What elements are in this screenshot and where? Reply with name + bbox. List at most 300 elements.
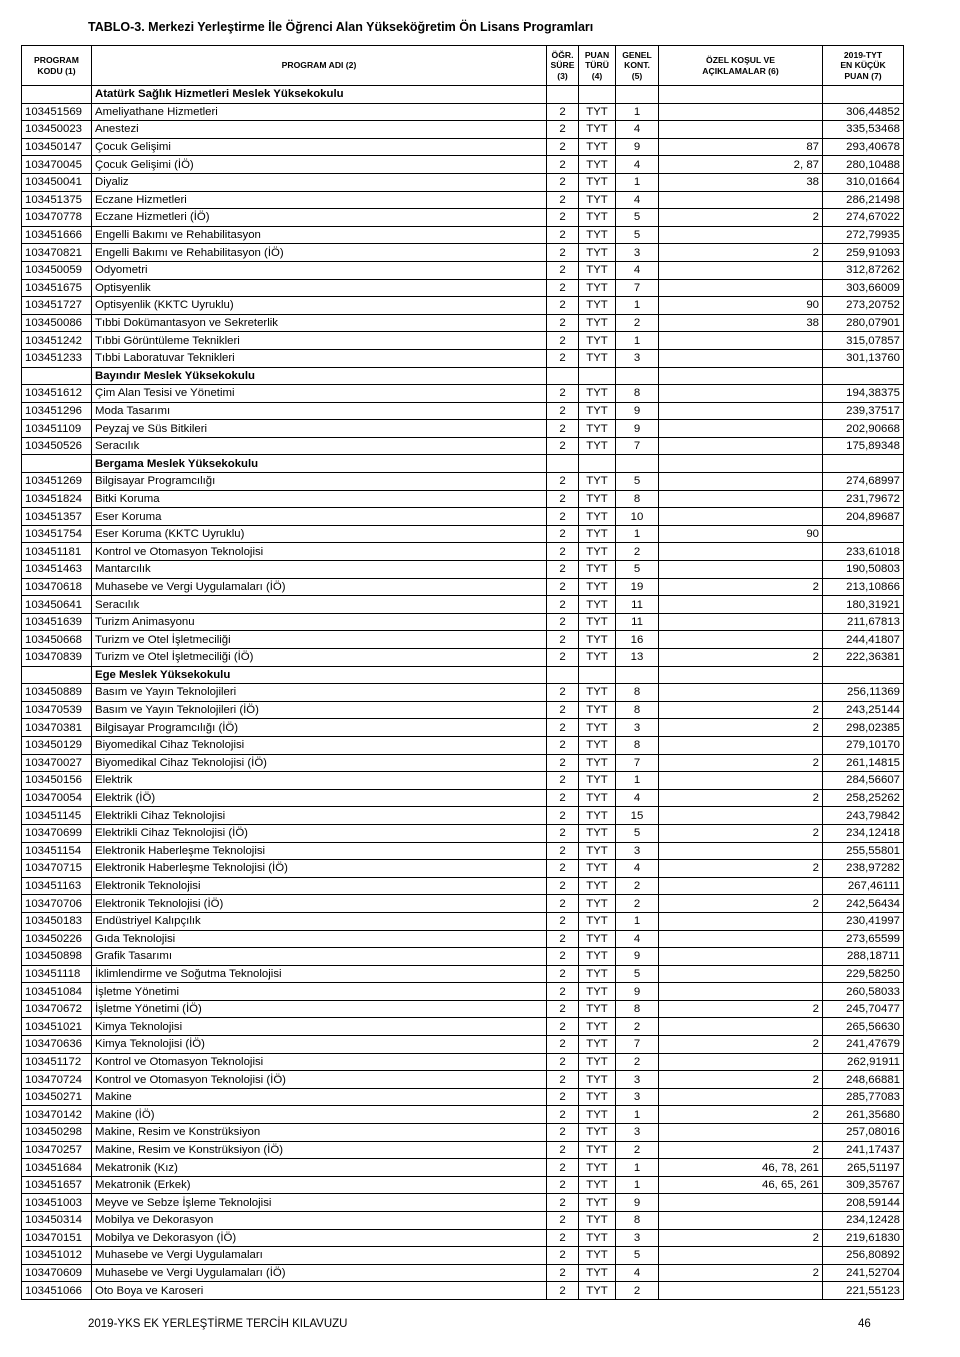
notes [659,226,823,244]
program-code: 103451109 [22,420,92,438]
score-type: TYT [579,1141,616,1159]
duration: 2 [547,156,579,174]
quota: 5 [616,561,659,579]
program-name: Moda Tasarımı [92,402,547,420]
score-type: TYT [579,789,616,807]
header-notes: ÖZEL KOŞUL VE AÇIKLAMALAR (6) [659,46,823,86]
program-name: Turizm ve Otel İşletmeciliği [92,631,547,649]
program-code: 103450314 [22,1212,92,1230]
quota: 4 [616,156,659,174]
notes [659,420,823,438]
min-score: 231,79672 [823,490,904,508]
notes [659,121,823,139]
program-name: Tıbbi Dokümantasyon ve Sekreterlik [92,314,547,332]
quota: 4 [616,261,659,279]
score-type: TYT [579,490,616,508]
score-type: TYT [579,895,616,913]
program-code: 103450023 [22,121,92,139]
duration: 2 [547,1194,579,1212]
min-score: 257,08016 [823,1124,904,1142]
program-name: Optisyenlik [92,279,547,297]
program-name: Biyomedikal Cihaz Teknolojisi [92,736,547,754]
score-type: TYT [579,965,616,983]
notes [659,842,823,860]
duration: 2 [547,473,579,491]
program-name: Elektronik Haberleşme Teknolojisi (İÖ) [92,860,547,878]
table-row [22,226,904,244]
score-type: TYT [579,508,616,526]
duration: 2 [547,385,579,403]
notes: 2 [659,1071,823,1089]
group-header-row [22,367,904,385]
program-name: İşletme Yönetimi [92,983,547,1001]
min-score: 312,87262 [823,261,904,279]
duration: 2 [547,965,579,983]
table-row [22,121,904,139]
table-row [22,473,904,491]
program-code: 103451154 [22,842,92,860]
notes: 90 [659,297,823,315]
group-empty-cell [579,86,616,104]
quota: 2 [616,895,659,913]
score-type: TYT [579,226,616,244]
score-type: TYT [579,1282,616,1300]
table-row [22,1071,904,1089]
group-empty-cell [547,666,579,684]
program-name: Bitki Koruma [92,490,547,508]
program-code: 103451172 [22,1053,92,1071]
program-code: 103470609 [22,1264,92,1282]
footer-guide-title: 2019-YKS EK YERLEŞTİRME TERCİH KILAVUZU [88,1318,348,1330]
table-row [22,807,904,825]
notes [659,613,823,631]
quota: 9 [616,983,659,1001]
header-code: PROGRAM KODU (1) [22,46,92,86]
program-name: Bilgisayar Programcılığı [92,473,547,491]
program-name: Anestezi [92,121,547,139]
program-code: 103451012 [22,1247,92,1265]
header-min-score: 2019-TYT EN KÜÇÜK PUAN (7) [823,46,904,86]
quota: 7 [616,279,659,297]
program-code: 103451233 [22,349,92,367]
min-score: 265,51197 [823,1159,904,1177]
score-type: TYT [579,1088,616,1106]
quota: 5 [616,824,659,842]
program-code: 103450889 [22,684,92,702]
table-row [22,490,904,508]
quota: 8 [616,701,659,719]
table-row [22,948,904,966]
quota: 3 [616,719,659,737]
notes [659,437,823,455]
program-name: Mekatronik (Kız) [92,1159,547,1177]
notes [659,191,823,209]
score-type: TYT [579,736,616,754]
min-score: 256,11369 [823,684,904,702]
duration: 2 [547,525,579,543]
notes [659,1212,823,1230]
program-code: 103451269 [22,473,92,491]
program-name: Makine, Resim ve Konstrüksiyon [92,1124,547,1142]
duration: 2 [547,1176,579,1194]
program-code: 103450668 [22,631,92,649]
score-type: TYT [579,138,616,156]
min-score: 221,55123 [823,1282,904,1300]
duration: 2 [547,1000,579,1018]
min-score: 272,79935 [823,226,904,244]
duration: 2 [547,684,579,702]
quota: 4 [616,1264,659,1282]
notes [659,1282,823,1300]
table-row [22,261,904,279]
notes [659,490,823,508]
notes: 2 [659,649,823,667]
score-type: TYT [579,877,616,895]
group-empty-cell [823,86,904,104]
notes [659,983,823,1001]
group-name: Bergama Meslek Yüksekokulu [92,455,547,473]
table-row [22,314,904,332]
score-type: TYT [579,631,616,649]
notes [659,543,823,561]
program-code: 103450298 [22,1124,92,1142]
quota: 3 [616,1124,659,1142]
program-code: 103470539 [22,701,92,719]
group-empty-cell [616,666,659,684]
min-score: 279,10170 [823,736,904,754]
quota: 3 [616,1229,659,1247]
program-code: 103451181 [22,543,92,561]
program-name: Elektronik Teknolojisi (İÖ) [92,895,547,913]
notes [659,684,823,702]
program-name: Odyometri [92,261,547,279]
group-header-row [22,666,904,684]
notes [659,279,823,297]
page-title: TABLO-3. Merkezi Yerleştirme İle Öğrenci Alan Yükseköğretim Ön Lisans Programları [88,20,594,34]
program-code: 103451003 [22,1194,92,1212]
program-name: Turizm ve Otel İşletmeciliği (İÖ) [92,649,547,667]
table-row [22,719,904,737]
table-row [22,156,904,174]
program-code: 103450183 [22,912,92,930]
notes: 90 [659,525,823,543]
score-type: TYT [579,191,616,209]
program-name: Eser Koruma (KKTC Uyruklu) [92,525,547,543]
score-type: TYT [579,912,616,930]
duration: 2 [547,824,579,842]
score-type: TYT [579,437,616,455]
table-row [22,912,904,930]
program-code: 103451657 [22,1176,92,1194]
min-score: 309,35767 [823,1176,904,1194]
score-type: TYT [579,525,616,543]
min-score: 306,44852 [823,103,904,121]
score-type: TYT [579,1106,616,1124]
notes: 2 [659,578,823,596]
score-type: TYT [579,1212,616,1230]
table-row [22,437,904,455]
quota: 1 [616,525,659,543]
quota: 3 [616,244,659,262]
score-type: TYT [579,209,616,227]
duration: 2 [547,437,579,455]
quota: 8 [616,684,659,702]
duration: 2 [547,736,579,754]
group-empty-cell [547,86,579,104]
program-code: 103450086 [22,314,92,332]
group-header-row [22,86,904,104]
table-row [22,525,904,543]
min-score: 222,36381 [823,649,904,667]
notes [659,508,823,526]
notes [659,402,823,420]
program-name: Elektrikli Cihaz Teknolojisi (İÖ) [92,824,547,842]
table-row [22,543,904,561]
program-code: 103451357 [22,508,92,526]
duration: 2 [547,912,579,930]
program-name: Elektrik [92,772,547,790]
duration: 2 [547,1229,579,1247]
quota: 2 [616,1141,659,1159]
duration: 2 [547,578,579,596]
duration: 2 [547,420,579,438]
program-code: 103451242 [22,332,92,350]
program-code: 103470151 [22,1229,92,1247]
score-type: TYT [579,1071,616,1089]
score-type: TYT [579,543,616,561]
duration: 2 [547,1212,579,1230]
table-row [22,508,904,526]
program-name: Tıbbi Görüntüleme Teknikleri [92,332,547,350]
program-code: 103450059 [22,261,92,279]
min-score: 202,90668 [823,420,904,438]
notes [659,877,823,895]
duration: 2 [547,719,579,737]
quota: 16 [616,631,659,649]
score-type: TYT [579,561,616,579]
program-code: 103451569 [22,103,92,121]
quota: 4 [616,789,659,807]
duration: 2 [547,930,579,948]
score-type: TYT [579,297,616,315]
duration: 2 [547,261,579,279]
header-quota: GENEL KONT. (5) [616,46,659,86]
duration: 2 [547,807,579,825]
score-type: TYT [579,385,616,403]
min-score: 241,52704 [823,1264,904,1282]
score-type: TYT [579,701,616,719]
table-row [22,279,904,297]
min-score: 242,56434 [823,895,904,913]
program-name: Çocuk Gelişimi (İÖ) [92,156,547,174]
quota: 9 [616,1194,659,1212]
min-score: 267,46111 [823,877,904,895]
score-type: TYT [579,948,616,966]
table-row [22,244,904,262]
table-row [22,895,904,913]
group-code-cell [22,367,92,385]
header-name: PROGRAM ADI (2) [92,46,547,86]
quota: 4 [616,121,659,139]
min-score: 241,17437 [823,1141,904,1159]
score-type: TYT [579,103,616,121]
notes: 2 [659,789,823,807]
duration: 2 [547,1053,579,1071]
quota: 1 [616,1176,659,1194]
table-row [22,1018,904,1036]
min-score: 315,07857 [823,332,904,350]
table-row [22,772,904,790]
quota: 2 [616,314,659,332]
min-score: 274,68997 [823,473,904,491]
score-type: TYT [579,332,616,350]
min-score: 280,07901 [823,314,904,332]
group-name: Bayındır Meslek Yüksekokulu [92,367,547,385]
notes [659,473,823,491]
group-empty-cell [547,367,579,385]
quota: 1 [616,297,659,315]
notes [659,261,823,279]
score-type: TYT [579,930,616,948]
program-name: Ameliyathane Hizmetleri [92,103,547,121]
group-empty-cell [579,666,616,684]
program-name: Çim Alan Tesisi ve Yönetimi [92,385,547,403]
group-name: Ege Meslek Yüksekokulu [92,666,547,684]
quota: 2 [616,543,659,561]
notes [659,807,823,825]
duration: 2 [547,191,579,209]
program-name: Biyomedikal Cihaz Teknolojisi (İÖ) [92,754,547,772]
duration: 2 [547,789,579,807]
notes [659,103,823,121]
group-header-row [22,455,904,473]
program-code: 103470142 [22,1106,92,1124]
notes: 2 [659,824,823,842]
min-score: 175,89348 [823,437,904,455]
score-type: TYT [579,156,616,174]
min-score: 258,25262 [823,789,904,807]
duration: 2 [547,596,579,614]
min-score: 262,91911 [823,1053,904,1071]
quota: 10 [616,508,659,526]
table-row [22,824,904,842]
table-row [22,1036,904,1054]
table-row [22,649,904,667]
score-type: TYT [579,1176,616,1194]
min-score: 273,20752 [823,297,904,315]
duration: 2 [547,314,579,332]
quota: 3 [616,842,659,860]
min-score: 243,79842 [823,807,904,825]
program-code: 103470618 [22,578,92,596]
program-name: Kontrol ve Otomasyon Teknolojisi [92,1053,547,1071]
program-name: Eser Koruma [92,508,547,526]
score-type: TYT [579,1264,616,1282]
table-row [22,754,904,772]
program-name: Muhasebe ve Vergi Uygulamaları (İÖ) [92,578,547,596]
program-code: 103451163 [22,877,92,895]
program-name: Engelli Bakımı ve Rehabilitasyon [92,226,547,244]
program-name: Basım ve Yayın Teknolojileri [92,684,547,702]
notes [659,772,823,790]
program-code: 103451684 [22,1159,92,1177]
quota: 9 [616,402,659,420]
duration: 2 [547,1264,579,1282]
table-row [22,1176,904,1194]
quota: 2 [616,1282,659,1300]
program-name: Muhasebe ve Vergi Uygulamaları (İÖ) [92,1264,547,1282]
score-type: TYT [579,772,616,790]
table-body [22,86,904,1300]
min-score: 301,13760 [823,349,904,367]
min-score: 219,61830 [823,1229,904,1247]
duration: 2 [547,1282,579,1300]
table-row [22,578,904,596]
duration: 2 [547,772,579,790]
table-row [22,1159,904,1177]
quota: 3 [616,1088,659,1106]
quota: 11 [616,613,659,631]
program-name: Endüstriyel Kalıpçılık [92,912,547,930]
program-code: 103470699 [22,824,92,842]
notes: 38 [659,173,823,191]
notes: 46, 78, 261 [659,1159,823,1177]
table-row [22,402,904,420]
group-empty-cell [823,455,904,473]
duration: 2 [547,279,579,297]
notes [659,1053,823,1071]
program-name: Bilgisayar Programcılığı (İÖ) [92,719,547,737]
duration: 2 [547,842,579,860]
score-type: TYT [579,473,616,491]
min-score: 310,01664 [823,173,904,191]
score-type: TYT [579,754,616,772]
program-name: Mantarcılık [92,561,547,579]
program-code: 103450898 [22,948,92,966]
quota: 13 [616,649,659,667]
group-empty-cell [659,455,823,473]
program-name: Kimya Teknolojisi [92,1018,547,1036]
notes: 2 [659,1229,823,1247]
program-name: Muhasebe ve Vergi Uygulamaları [92,1247,547,1265]
min-score: 208,59144 [823,1194,904,1212]
table-row [22,1282,904,1300]
quota: 1 [616,772,659,790]
duration: 2 [547,508,579,526]
program-code: 103470706 [22,895,92,913]
program-name: Engelli Bakımı ve Rehabilitasyon (İÖ) [92,244,547,262]
notes [659,596,823,614]
quota: 9 [616,420,659,438]
program-name: Makine, Resim ve Konstrüksiyon (İÖ) [92,1141,547,1159]
min-score: 190,50803 [823,561,904,579]
quota: 1 [616,1106,659,1124]
group-empty-cell [659,86,823,104]
program-code: 103470715 [22,860,92,878]
quota: 8 [616,1212,659,1230]
table-row [22,613,904,631]
table-row [22,684,904,702]
score-type: TYT [579,983,616,1001]
score-type: TYT [579,261,616,279]
quota: 11 [616,596,659,614]
quota: 9 [616,138,659,156]
table-row [22,1000,904,1018]
program-code: 103470778 [22,209,92,227]
min-score: 288,18711 [823,948,904,966]
min-score: 261,35680 [823,1106,904,1124]
notes: 2 [659,1036,823,1054]
